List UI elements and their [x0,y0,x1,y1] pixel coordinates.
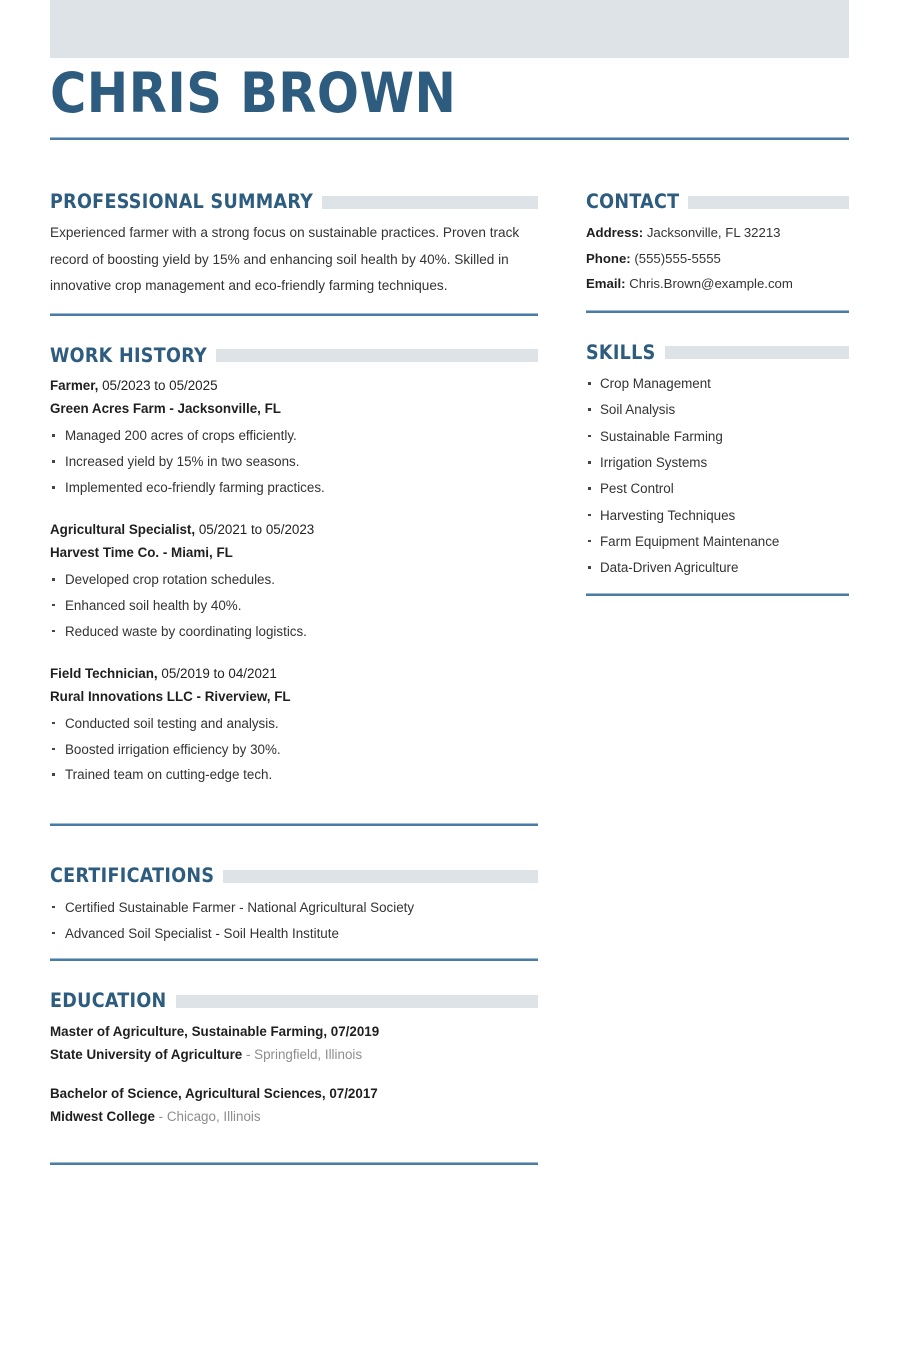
education-school-line [50,1105,538,1128]
section-skills [586,340,849,597]
certification-list [50,895,538,947]
job-role: Farmer, [50,378,99,394]
header-divider [50,137,849,140]
section-certifications [50,866,538,961]
education-entry [50,1020,538,1066]
section-title: CONTACT [586,190,680,213]
section-heading-certifications [50,866,538,886]
list-item: Certified Sustainable Farmer - National Agricultural Society [50,895,538,921]
page-title: CHRIS BROWN [50,61,457,125]
list-item: Sustainable Farming [586,424,849,450]
section-heading-contact [586,192,849,212]
contact-label: Phone: [586,250,631,266]
section-heading-bar [322,196,538,209]
list-item: Implemented eco-friendly farming practices. [50,475,538,501]
education-school-line [50,1043,538,1066]
education-location: - Chicago, Illinois [154,1109,261,1125]
section-title: SKILLS [586,340,656,364]
list-item: Boosted irrigation efficiency by 30%. [50,737,538,763]
contact-label: Email: [586,275,626,291]
contact-value: Jacksonville, FL 32213 [643,225,781,241]
education-location: - Springfield, Illinois [242,1046,363,1062]
contact-phone [586,246,849,271]
job-bullet-list [50,711,538,789]
list-item: Harvesting Techniques [586,503,849,529]
list-item: Enhanced soil health by 40%. [50,593,538,619]
list-item: Pest Control [586,476,849,502]
section-heading-bar [223,870,538,883]
list-item: Developed crop rotation schedules. [50,567,538,593]
job-title-line [50,662,538,685]
right-column [586,192,849,596]
job-title-line [50,518,538,541]
job-bullet-list [50,423,538,501]
skills-list [586,371,849,581]
contact-value: (555)555-5555 [630,250,721,266]
job-role: Field Technician, [50,665,158,681]
education-school: State University of Agriculture [50,1046,243,1062]
list-item: Crop Management [586,371,849,397]
list-item: Irrigation Systems [586,450,849,476]
contact-address [586,220,849,245]
job-dates: 05/2019 to 04/2021 [157,665,277,681]
education-entry [50,1082,538,1128]
education-degree: Master of Agriculture, Sustainable Farming, 07/2019 [50,1023,380,1039]
section-heading-bar [688,196,849,209]
section-divider-skills [586,593,849,596]
job-organization: Green Acres Farm - Jacksonville, FL [50,401,281,417]
list-item: Farm Equipment Maintenance [586,529,849,555]
list-item: Conducted soil testing and analysis. [50,711,538,737]
section-work-history [50,343,538,826]
contact-value: Chris.Brown@example.com [625,275,793,291]
job-dates: 05/2021 to 05/2023 [195,521,315,537]
job-title-line [50,374,538,397]
section-contact [586,192,849,313]
section-heading-professional-summary [50,192,538,212]
work-history-entry [50,374,538,501]
section-heading-education [50,991,538,1011]
list-item: Soil Analysis [586,397,849,423]
list-item: Advanced Soil Specialist - Soil Health Institute [50,921,538,947]
section-heading-bar [665,346,849,359]
list-item: Trained team on cutting-edge tech. [50,762,538,788]
list-item: Managed 200 acres of crops efficiently. [50,423,538,449]
education-school: Midwest College [50,1109,155,1125]
left-column [50,192,538,1165]
section-title: CERTIFICATIONS [50,864,215,888]
work-history-entry [50,518,538,645]
contact-email [586,271,849,296]
section-divider-education [50,1162,538,1165]
section-title: EDUCATION [50,989,167,1013]
section-title: WORK HISTORY [50,343,207,367]
list-item: Increased yield by 15% in two seasons. [50,449,538,475]
section-heading-skills [586,340,849,364]
job-organization: Rural Innovations LLC - Riverview, FL [50,688,291,704]
contact-label: Address: [586,225,644,241]
resume-header [50,61,849,140]
section-heading-work-history [50,343,538,367]
job-bullet-list [50,567,538,645]
list-item: Data-Driven Agriculture [586,555,849,581]
section-professional-summary [50,192,538,316]
job-role: Agricultural Specialist, [50,521,196,537]
section-heading-bar [176,995,538,1008]
work-history-entry [50,662,538,789]
section-education [50,991,538,1165]
list-item: Reduced waste by coordinating logistics. [50,619,538,645]
job-dates: 05/2023 to 05/2025 [98,378,218,394]
header-decorative-band [50,0,849,58]
section-title: PROFESSIONAL SUMMARY [50,190,314,213]
job-organization: Harvest Time Co. - Miami, FL [50,544,233,560]
section-heading-bar [216,349,538,362]
summary-text: Experienced farmer with a strong focus on sustainable practices. Proven track record of boosting yield by 15% and enhancing soil health by 40%. Skilled in innovative crop management and eco-friendly farming techniques. [50,225,520,293]
education-degree: Bachelor of Science, Agricultural Sciences, 07/2017 [50,1085,378,1101]
